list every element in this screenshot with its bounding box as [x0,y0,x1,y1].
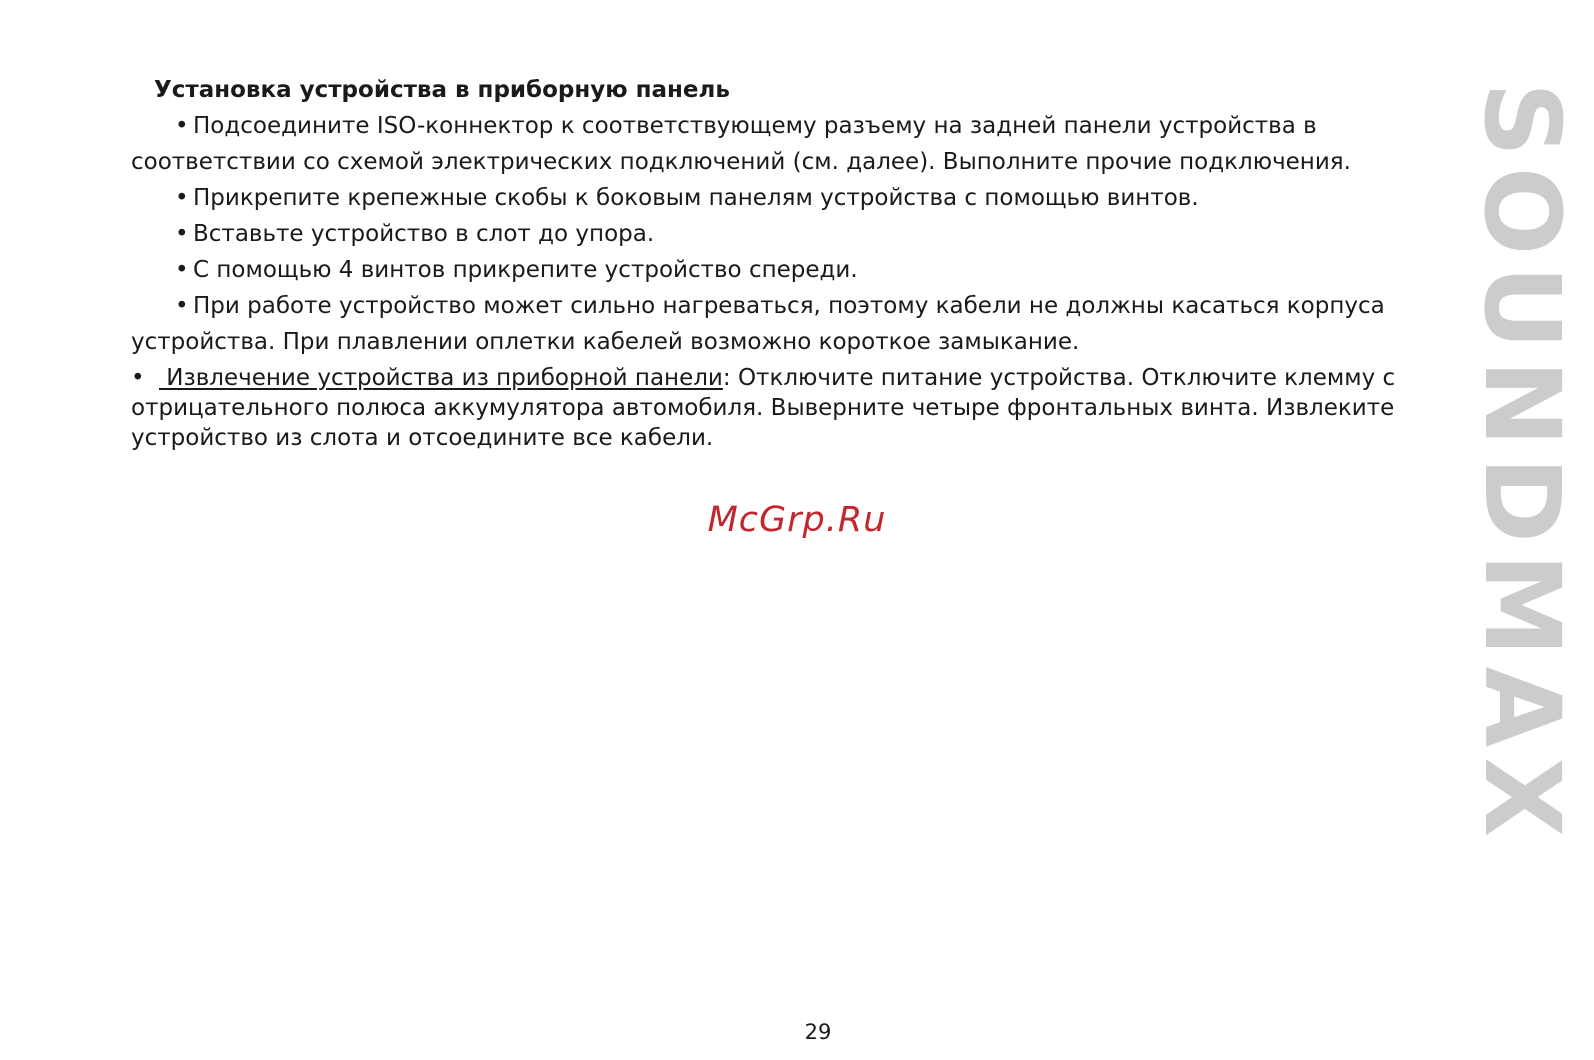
list-item-text: Вставьте устройство в слот до упора. [193,221,655,247]
bullet: • [175,293,189,319]
removal-text: Отключите питание устройства. Отключите клемму с отрицательного полюса аккумулятора автомобиля. Выверните четыре фронтальных винта. Извлеките устройство из слота и отсоедините все кабели. [131,365,1396,451]
bullet: • [175,113,189,139]
watermark-text: McGrp.Ru [707,500,887,540]
list-item-text: При работе устройство может сильно нагреваться, поэтому кабели не должны касаться корпуса устройства. При плавлении оплетки кабелей возможно короткое замыкание. [131,293,1385,355]
removal-title: Извлечение устройства из приборной панели [159,365,723,391]
bullet: • [175,221,189,247]
document-body [131,72,1461,453]
bullet: • [175,185,189,211]
section-heading: Установка устройства в приборную панель [154,77,730,103]
page-number: 29 [804,1020,832,1044]
brand-logo: SOUNDMAX [1461,82,1583,848]
bullet: • [131,365,145,391]
list-item [131,108,1461,180]
list-item [131,288,1461,360]
removal-separator: : [722,365,731,391]
removal-item [131,363,1461,453]
list-item [131,216,1461,252]
list-item [131,252,1461,288]
list-item-text: Прикрепите крепежные скобы к боковым панелям устройства с помощью винтов. [193,185,1199,211]
list-item-text: С помощью 4 винтов прикрепите устройство спереди. [193,257,858,283]
list-item-text: Подсоедините ISO-коннектор к соответствующему разъему на задней панели устройства в соответствии со схемой электрических подключений (см. далее). Выполните прочие подключения. [131,113,1351,175]
list-item [131,180,1461,216]
bullet: • [175,257,189,283]
